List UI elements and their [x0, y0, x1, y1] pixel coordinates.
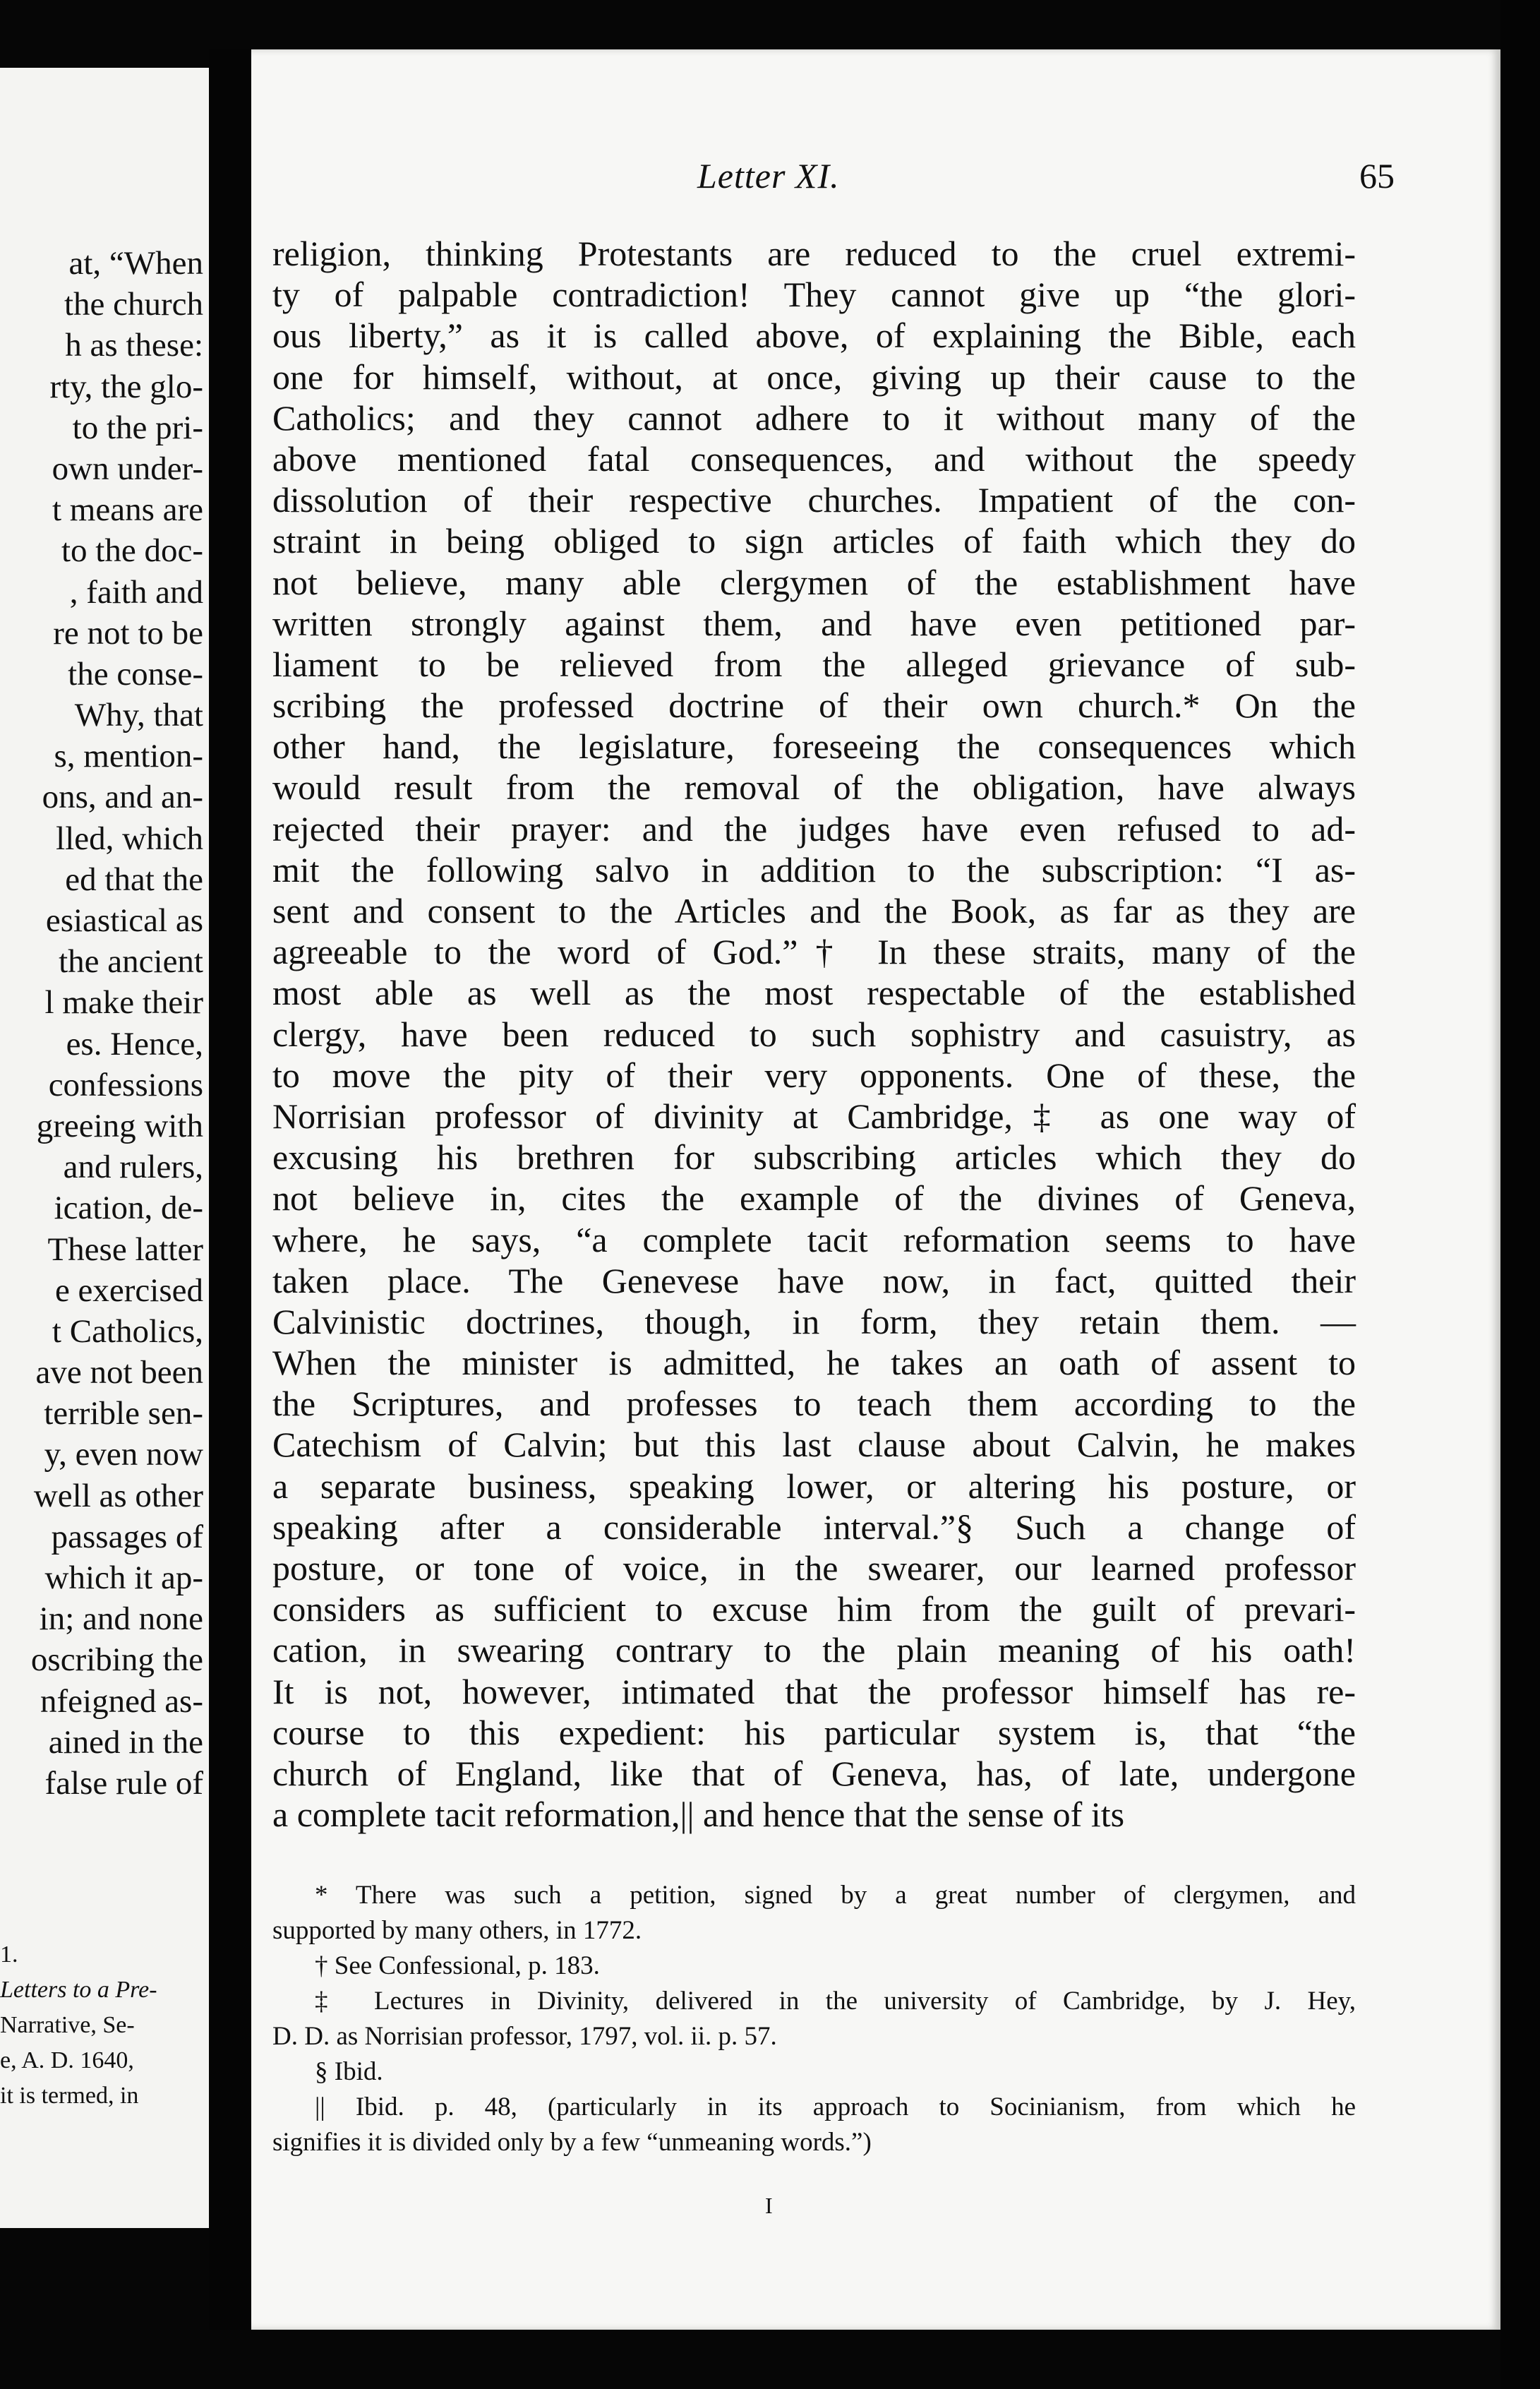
text-line: the Scriptures, and professes to teach them according to the — [272, 1384, 1356, 1424]
text-line: taken place. The Genevese have now, in fact, quitted their — [272, 1260, 1356, 1300]
text-line: Calvinistic doctrines, though, in form, they retain them. — — [272, 1301, 1356, 1341]
text-line: to move the pity of their very opponents. One of these, the — [272, 1055, 1356, 1095]
text-line: considers as sufficient to excuse him from the guilt of prevari- — [272, 1589, 1356, 1629]
left-line: in; and none — [39, 1600, 203, 1638]
left-line: Why, that — [74, 697, 203, 734]
left-line: the church — [64, 286, 203, 323]
footnote-line: signifies it is divided only by a few “unmeaning words.”) — [272, 2128, 872, 2157]
text-line: posture, or tone of voice, in the swearer, our learned professor — [272, 1548, 1356, 1588]
footnote-line: ‡ Lectures in Divinity, delivered in the university of Cambridge, by J. Hey, — [315, 1987, 1356, 2016]
text-line: not believe in, cites the example of the divines of Geneva, — [272, 1178, 1356, 1219]
text-line: ous liberty,” as it is called above, of explaining the Bible, each — [272, 316, 1356, 356]
left-line: These latter — [47, 1231, 203, 1268]
left-line: , faith and — [69, 573, 203, 611]
text-line: church of England, like that of Geneva, has, of late, undergone — [272, 1753, 1356, 1793]
left-line: esiastical as — [45, 902, 203, 939]
left-line: which it ap- — [44, 1559, 203, 1596]
footnote-line: supported by many others, in 1772. — [272, 1916, 642, 1945]
text-line: one for himself, without, at once, giving up their cause to the — [272, 357, 1356, 397]
footnote-line: || Ibid. p. 48, (particularly in its approach to Socinianism, from which he — [315, 2092, 1356, 2121]
text-line: Catholics; and they cannot adhere to it without many of the — [272, 397, 1356, 438]
text-line: rejected their prayer: and the judges have even refused to ad- — [272, 808, 1356, 849]
text-line: other hand, the legislature, foreseeing the consequences which — [272, 726, 1356, 767]
left-line: ication, de- — [54, 1190, 203, 1227]
left-line: t means are — [52, 491, 203, 529]
previous-page — [0, 68, 209, 2228]
left-line: to the pri- — [72, 409, 203, 446]
left-line: ed that the — [65, 861, 203, 898]
footnote-line: D. D. as Norrisian professor, 1797, vol. ii. p. 57. — [272, 2022, 777, 2051]
left-line: well as other — [33, 1477, 203, 1514]
left-line: the ancient — [59, 943, 203, 981]
left-line: ave not been — [35, 1354, 203, 1391]
page-header — [251, 155, 1500, 205]
left-note: it is termed, in — [0, 2083, 139, 2109]
left-note: 1. — [0, 1941, 18, 1968]
left-line: at, “When — [68, 245, 203, 282]
left-line: oscribing the — [30, 1641, 203, 1679]
signature-mark: I — [765, 2193, 773, 2218]
left-line: e exercised — [54, 1271, 203, 1309]
text-line: course to this expedient: his particular system is, that “the — [272, 1712, 1356, 1752]
text-line: would result from the removal of the obligation, have always — [272, 767, 1356, 808]
text-line: clergy, have been reduced to such sophistry and casuistry, as — [272, 1014, 1356, 1054]
text-line: straint in being obliged to sign articles of faith which they do — [272, 521, 1356, 561]
text-line: It is not, however, intimated that the professor himself has re- — [272, 1671, 1356, 1711]
text-line: a complete tacit reformation,|| and hence that the sense of its — [272, 1795, 1125, 1835]
left-line: confessions — [48, 1066, 203, 1103]
text-line: When the minister is admitted, he takes an oath of assent to — [272, 1343, 1356, 1383]
left-note: Narrative, Se- — [0, 2012, 135, 2038]
left-line: h as these: — [65, 327, 203, 364]
left-line: terrible sen- — [44, 1395, 203, 1432]
text-line: sent and consent to the Articles and the Book, as far as they are — [272, 891, 1356, 930]
text-line: mit the following salvo in addition to the subscription: “I as- — [272, 849, 1356, 890]
body-text — [272, 233, 1356, 1835]
page — [251, 49, 1500, 2330]
left-line: re not to be — [53, 614, 203, 652]
left-line: rty, the glo- — [49, 368, 203, 405]
left-line: ained in the — [48, 1723, 203, 1761]
text-line: scribing the professed doctrine of their own church.* On the — [272, 685, 1356, 726]
text-line: cation, in swearing contrary to the plain meaning of his oath! — [272, 1630, 1356, 1670]
left-line: false rule of — [44, 1764, 203, 1802]
previous-page-footnotes — [0, 1937, 206, 2114]
left-line: es. Hence, — [66, 1025, 203, 1062]
text-line: Norrisian professor of divinity at Cambridge,‡ as one way of — [272, 1096, 1356, 1136]
left-line: and rulers, — [63, 1149, 203, 1186]
left-line: own under- — [52, 450, 203, 487]
left-line: s, mention- — [54, 738, 203, 775]
text-line: above mentioned fatal consequences, and without the speedy — [272, 438, 1356, 479]
footnotes — [272, 1878, 1356, 2160]
left-note: Letters to a Pre- — [0, 1977, 157, 2003]
footnote-line: * There was such a petition, signed by a great number of clergymen, and — [315, 1881, 1356, 1910]
text-line: a separate business, speaking lower, or altering his posture, or — [272, 1466, 1356, 1506]
left-line: the conse- — [68, 655, 203, 693]
footnote-line: † See Confessional, p. 183. — [315, 1951, 600, 1980]
running-head: Letter XI. — [697, 156, 840, 196]
left-line: t Catholics, — [52, 1312, 203, 1350]
left-line: y, even now — [44, 1436, 203, 1473]
left-line: to the doc- — [61, 532, 203, 570]
text-line: speaking after a considerable interval.”§ Such a change of — [272, 1507, 1356, 1547]
book-gutter — [209, 49, 251, 2330]
left-line: greeing with — [36, 1107, 203, 1144]
left-line: nfeigned as- — [40, 1682, 203, 1720]
text-line: written strongly against them, and have even petitioned par- — [272, 603, 1356, 643]
text-line: Catechism of Calvin; but this last clause about Calvin, he makes — [272, 1425, 1356, 1465]
text-line: dissolution of their respective churches. Impatient of the con- — [272, 480, 1356, 520]
text-line: not believe, many able clergymen of the establishment have — [272, 562, 1356, 602]
left-line: l make their — [44, 984, 203, 1022]
left-line: ons, and an- — [42, 779, 203, 816]
text-line: liament to be relieved from the alleged grievance of sub- — [272, 644, 1356, 684]
left-note: e, A. D. 1640, — [0, 2047, 134, 2073]
text-line: excusing his brethren for subscribing articles which they do — [272, 1137, 1356, 1178]
text-line: where, he says, “a complete tacit reformation seems to have — [272, 1219, 1356, 1259]
text-line: religion, thinking Protestants are reduced to the cruel extremi- — [272, 234, 1356, 273]
previous-page-text — [31, 243, 203, 1804]
text-line: most able as well as the most respectable of the established — [272, 973, 1356, 1013]
left-line: passages of — [51, 1518, 203, 1555]
scan-border — [1500, 0, 1540, 2389]
text-line: agreeable to the word of God.”† In these straits, many of the — [272, 932, 1356, 972]
footnote-line: § Ibid. — [315, 2057, 383, 2086]
left-line: lled, which — [56, 820, 203, 857]
text-line: ty of palpable contradiction! They cannot give up “the glori- — [272, 275, 1356, 315]
page-number: 65 — [1359, 156, 1395, 196]
